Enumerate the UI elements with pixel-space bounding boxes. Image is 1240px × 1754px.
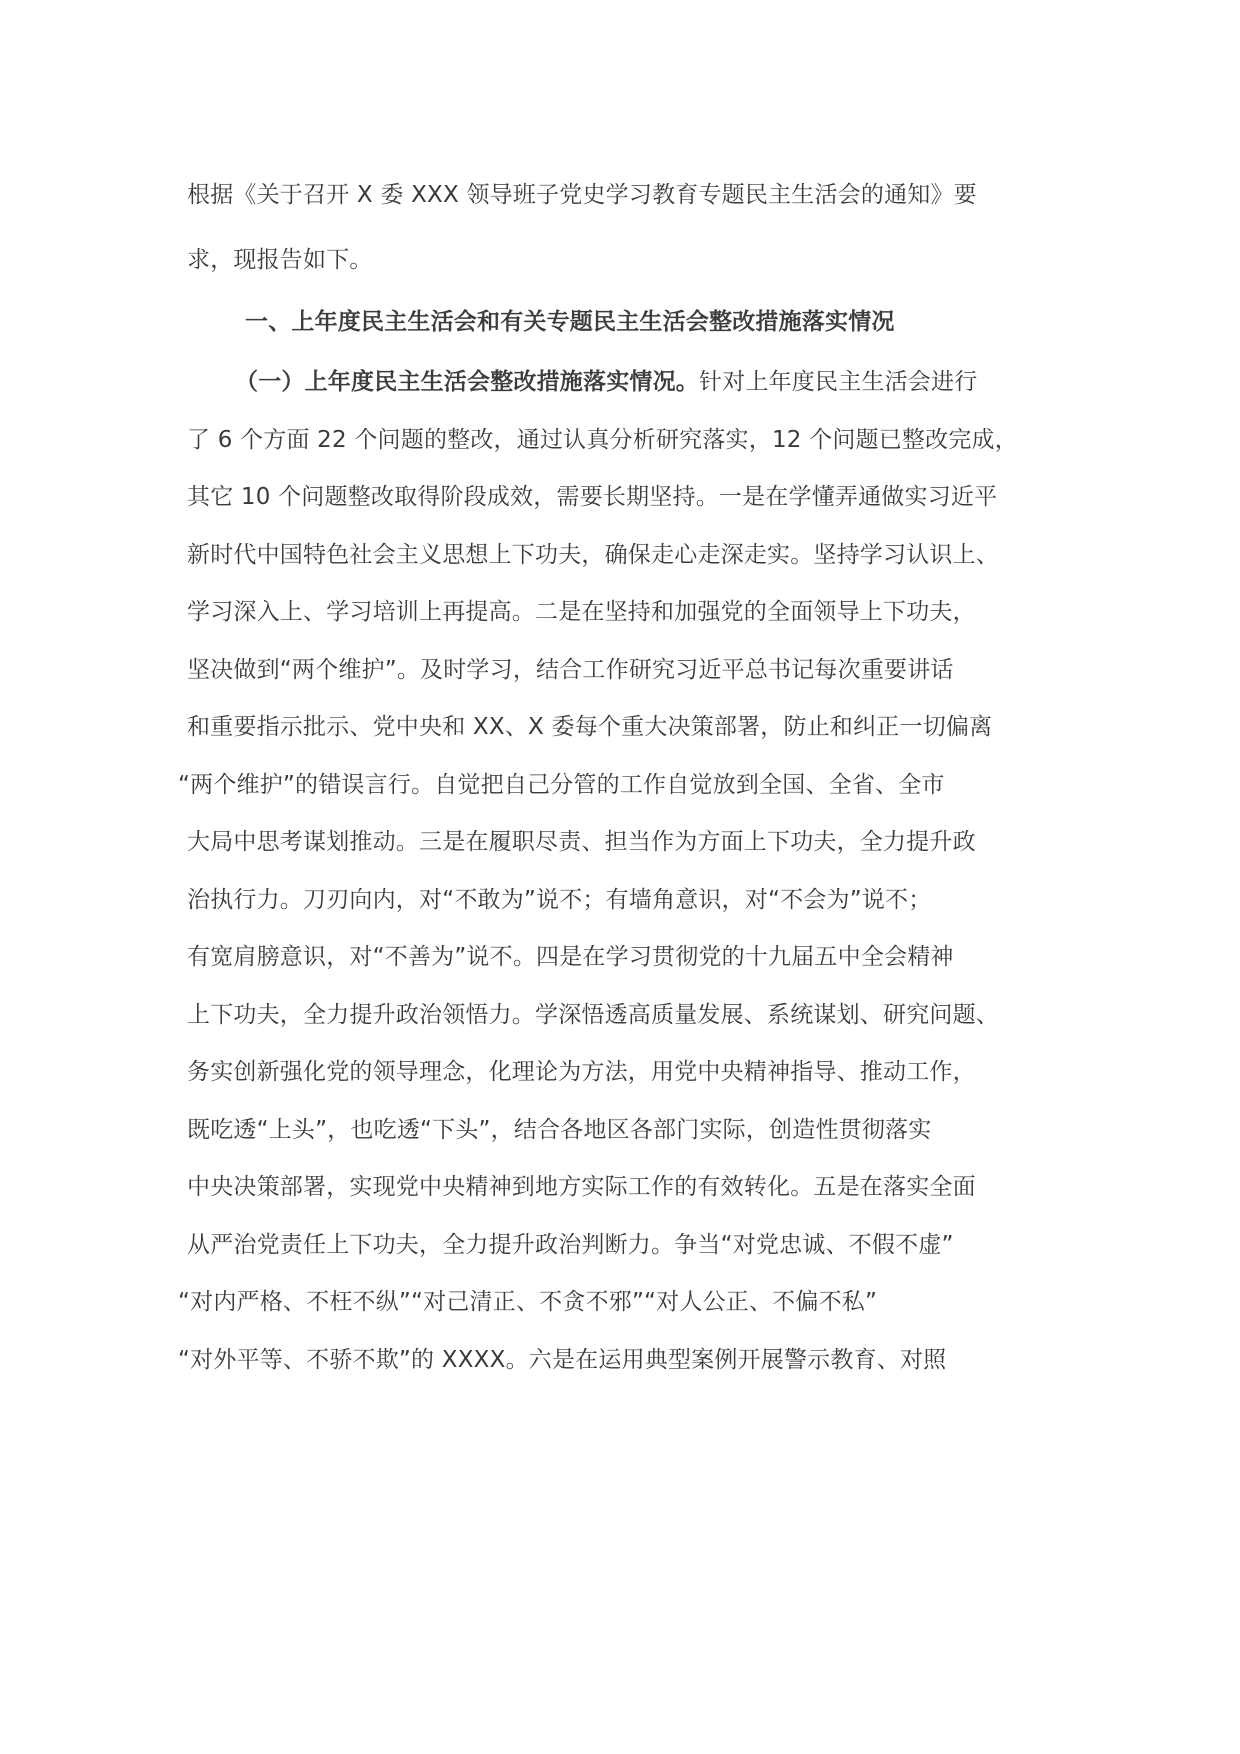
subsection-lead-text: 针对上年度民主生活会进行: [699, 369, 978, 395]
body-line: 大局中思考谋划推动。三是在履职尽责、担当作为方面上下功夫，全力提升政: [187, 829, 976, 855]
intro-line-2: 求，现报告如下。: [187, 247, 373, 273]
body-line: 了 6 个方面 22 个问题的整改，通过认真分析研究落实，12 个问题已整改完成，: [187, 427, 1018, 453]
body-line: 有宽肩膀意识，对“不善为”说不。四是在学习贯彻党的十九届五中全会精神: [187, 944, 954, 970]
body-line: 治执行力。刀刃向内，对“不敢为”说不；有墙角意识，对“不会为”说不；: [187, 887, 932, 913]
body-line: “对外平等、不骄不欺”的 XXXX。六是在运用典型案例开展警示教育、对照: [178, 1347, 947, 1373]
body-line: 务实创新强化党的领导理念，化理论为方法，用党中央精神指导、推动工作，: [187, 1059, 976, 1085]
body-line: 中央决策部署，实现党中央精神到地方实际工作的有效转化。五是在落实全面: [187, 1174, 976, 1200]
subsection-title: （一）上年度民主生活会整改措施落实情况。: [235, 369, 699, 395]
body-line: 新时代中国特色社会主义思想上下功夫，确保走心走深走实。坚持学习认识上、: [187, 542, 999, 568]
body-line: 既吃透“上头”，也吃透“下头”，结合各地区各部门实际，创造性贯彻落实: [187, 1117, 932, 1143]
section-heading: 一、上年度民主生活会和有关专题民主生活会整改措施落实情况: [245, 309, 895, 335]
body-line: 坚决做到“两个维护”。及时学习，结合工作研究习近平总书记每次重要讲话: [187, 657, 954, 683]
body-line: 和重要指示批示、党中央和 XX、X 委每个重大决策部署，防止和纠正一切偏离: [187, 714, 993, 740]
intro-line-1: 根据《关于召开 X 委 XXX 领导班子党史学习教育专题民主生活会的通知》要: [187, 182, 977, 208]
body-line: 从严治党责任上下功夫，全力提升政治判断力。争当“对党忠诚、不假不虚”: [187, 1232, 954, 1258]
body-line: 其它 10 个问题整改取得阶段成效，需要长期坚持。一是在学懂弄通做实习近平: [187, 484, 998, 510]
body-line: 上下功夫，全力提升政治领悟力。学深悟透高质量发展、系统谋划、研究问题、: [187, 1002, 999, 1028]
subsection-heading-line: [235, 362, 1105, 402]
body-line: “两个维护”的错误言行。自觉把自己分管的工作自觉放到全国、全省、全市: [178, 772, 945, 798]
body-line: “对内严格、不枉不纵”“对己清正、不贪不邪”“对人公正、不偏不私”: [178, 1289, 878, 1315]
body-line: 学习深入上、学习培训上再提高。二是在坚持和加强党的全面领导上下功夫，: [187, 599, 976, 625]
